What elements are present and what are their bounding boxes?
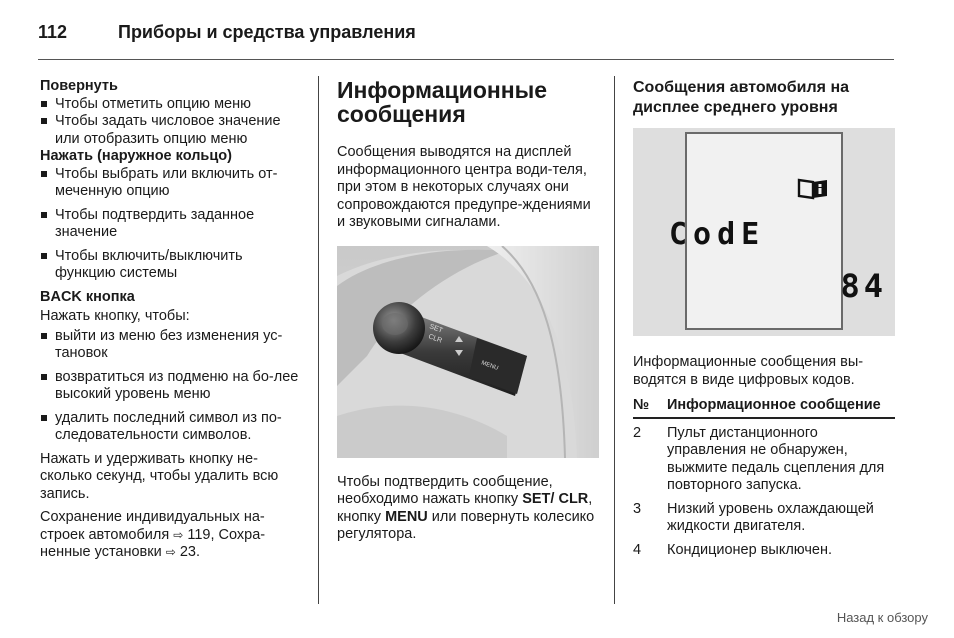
column-divider bbox=[614, 76, 615, 604]
bullet-icon bbox=[41, 374, 47, 380]
column-controls bbox=[40, 78, 302, 562]
intro-paragraph: Информационные сообщения вы-водятся в виде цифровых кодов. bbox=[633, 354, 864, 388]
info-book-icon bbox=[797, 176, 831, 200]
confirm-paragraph: Чтобы подтвердить сообщение, необходимо нажать кнопку SET/ CLR, кнопку MENU или повернуть колесико регулятора. bbox=[337, 473, 595, 542]
table-row: 4 Кондиционер выключен. bbox=[633, 541, 833, 558]
lcd-code-text: CodE bbox=[669, 217, 766, 252]
list-item: Чтобы выбрать или включить от-меченную опцию bbox=[40, 166, 302, 201]
press-heading: Нажать (наружное кольцо) bbox=[40, 148, 232, 164]
turn-heading: Повернуть bbox=[40, 78, 118, 94]
back-to-overview-link[interactable]: Назад к обзору bbox=[836, 610, 928, 625]
intro-paragraph: Сообщения выводятся на дисплей информационного центра води-теля, при этом в некоторых случаях они сопровождаются предупре-ждениями и звуковыми сигналами. bbox=[337, 144, 591, 230]
set-label: SET bbox=[428, 322, 444, 335]
list-item: Чтобы включить/выключить функцию системы bbox=[40, 248, 302, 283]
page-reference-link[interactable]: 119 bbox=[187, 526, 211, 543]
table-header bbox=[633, 397, 895, 419]
bullet-icon bbox=[41, 212, 47, 218]
back-heading: BACK кнопка bbox=[40, 288, 135, 305]
column-vehicle-messages bbox=[633, 78, 895, 559]
bullet-icon bbox=[41, 118, 47, 124]
column-divider bbox=[318, 76, 319, 604]
list-item: удалить последний символ из по-следовательности символов. bbox=[40, 410, 302, 445]
list-item: Чтобы отметить опцию меню bbox=[40, 96, 302, 114]
list-item: Чтобы подтвердить заданное значение bbox=[40, 207, 302, 242]
hold-paragraph: Нажать и удерживать кнопку не-сколько секунд, чтобы удалить всю запись. bbox=[40, 450, 279, 502]
table-row: 2 Пульт дистанционного управления не обнаружен, выжмите педаль сцепления для повторного запуска. bbox=[633, 424, 885, 493]
list-item: Чтобы задать числовое значение или отобразить опцию меню bbox=[40, 113, 302, 148]
table-row: 3 Низкий уровень охлаждающей жидкости двигателя. bbox=[633, 500, 874, 534]
page-reference-link[interactable]: 23. bbox=[179, 544, 200, 560]
reference-arrow-icon: ⇨ bbox=[165, 545, 176, 559]
list-item: возвратиться из подменю на бо-лее высокий уровень меню bbox=[40, 369, 302, 404]
bullet-icon bbox=[41, 253, 47, 259]
control-stalk-image bbox=[337, 246, 599, 458]
bullet-icon bbox=[41, 415, 47, 421]
lcd-display-image bbox=[633, 128, 895, 336]
section-title: Сообщения автомобиля на дисплее среднего уровня bbox=[633, 79, 849, 116]
menu-label: MENU bbox=[480, 359, 499, 372]
section-title: Информационные сообщения bbox=[337, 77, 548, 127]
page-number: 112 bbox=[38, 22, 68, 42]
save-paragraph: Сохранение индивидуальных на-строек автомобиля ⇨ 119, Сохра-ненные установки ⇨ 23. bbox=[40, 509, 266, 560]
list-item: выйти из меню без изменения ус-тановок bbox=[40, 328, 302, 363]
column-header-message: Информационное сообщение bbox=[667, 397, 881, 413]
message-table bbox=[633, 397, 895, 559]
bullet-icon bbox=[41, 101, 47, 107]
page-title: Приборы и средства управления bbox=[118, 22, 416, 42]
control-stalk-illustration bbox=[337, 246, 599, 458]
reference-arrow-icon: ⇨ bbox=[173, 527, 184, 542]
bullet-icon bbox=[41, 333, 47, 339]
bullet-icon bbox=[41, 171, 47, 177]
back-intro: Нажать кнопку, чтобы: bbox=[40, 308, 190, 324]
column-header-number: № bbox=[633, 397, 650, 413]
column-info-messages bbox=[337, 78, 599, 544]
lcd-code-number: 84 bbox=[840, 267, 887, 305]
clr-label: CLR bbox=[427, 332, 443, 345]
page-header bbox=[38, 18, 894, 60]
